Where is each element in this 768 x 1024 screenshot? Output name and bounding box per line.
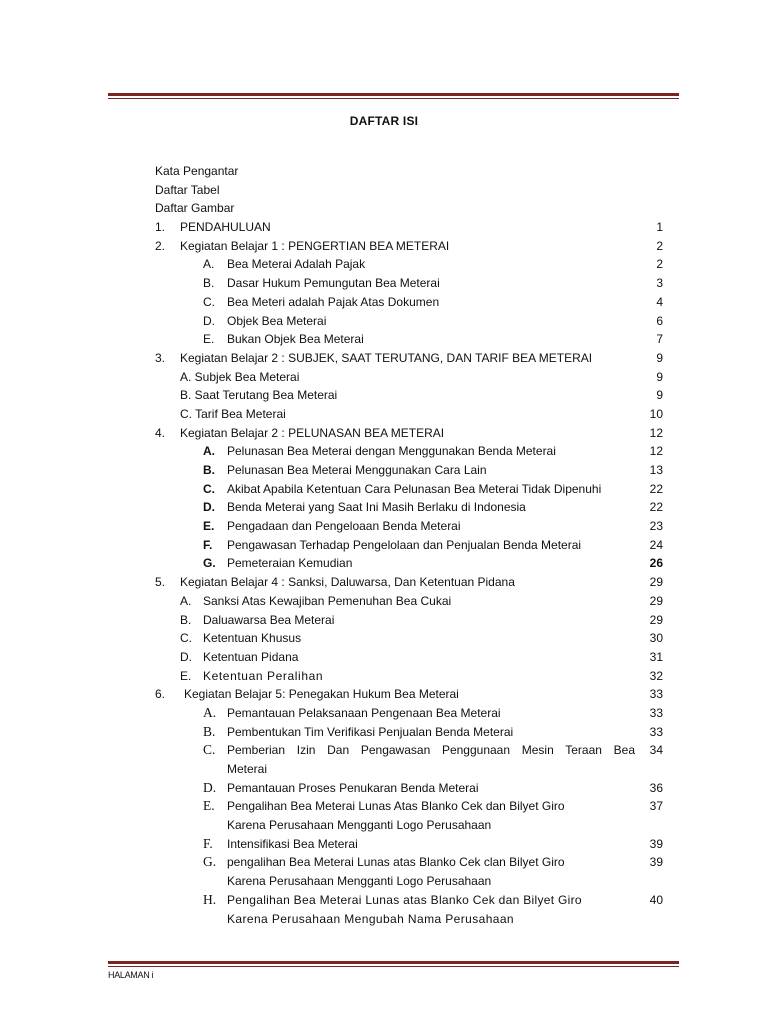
toc-subsection: A. Pelunasan Bea Meterai dengan Menggunakan Benda Meterai 12 — [203, 444, 663, 459]
toc-subsection: C. Ketentuan Khusus 30 — [180, 631, 663, 646]
toc-subsection: B. Pembentukan Tim Verifikasi Penjualan Benda Meterai 33 — [203, 723, 663, 739]
toc-subsection: A. Bea Meterai Adalah Pajak 2 — [203, 257, 663, 272]
page-number: 2 — [656, 238, 663, 253]
toc-subsection: A. Subjek Bea Meterai 9 — [180, 369, 663, 384]
toc-subsection: H. Pengalihan Bea Meterai Lunas atas Blanko Cek dan Bilyet Giro Karena Perusahaan Mengubah Nama Perusahaan 40 — [203, 891, 663, 926]
toc-subsection: E. Pengalihan Bea Meterai Lunas Atas Blanko Cek dan Bilyet Giro Karena Perusahaan Mengganti Logo Perusahaan 37 — [203, 798, 663, 833]
toc-subsection: C. Pemberian Izin Dan Pengawasan Penggunaan Mesin Teraan Bea Meterai 34 — [203, 742, 663, 776]
toc-subsection: B. Dasar Hukum Pemungutan Bea Meterai 3 — [203, 276, 663, 291]
toc-section: 4. Kegiatan Belajar 2 : PELUNASAN BEA METERAI 12 — [155, 424, 663, 443]
section-title: Kegiatan Belajar 2 : SUBJEK, SAAT TERUTANG, DAN TARIF BEA METERAI — [180, 350, 593, 365]
toc-subsection: F. Intensifikasi Bea Meterai 39 — [203, 835, 663, 851]
section-title: Kegiatan Belajar 1 : PENGERTIAN BEA METERAI — [180, 238, 450, 253]
toc-subsection: A. Pemantauan Pelaksanaan Pengenaan Bea Meterai 33 — [203, 704, 663, 720]
toc-subsection: E. Pengadaan dan Pengeloaan Benda Meterai 23 — [203, 519, 663, 534]
section-title: Kegiatan Belajar 4 : Sanksi, Daluwarsa, Dan Ketentuan Pidana — [180, 575, 515, 590]
toc-subsection: D. Benda Meterai yang Saat Ini Masih Berlaku di Indonesia 22 — [203, 500, 663, 515]
page-footer: HALAMAN i — [108, 970, 154, 980]
toc-subsection: B. Pelunasan Bea Meterai Menggunakan Cara Lain 13 — [203, 463, 663, 477]
section-title: PENDAHULUAN — [180, 220, 271, 235]
toc-front-item: Daftar Gambar — [155, 201, 235, 216]
toc-section: 5. Kegiatan Belajar 4 : Sanksi, Daluwarsa, Dan Ketentuan Pidana 29 — [155, 573, 663, 592]
toc-subsection: A. Sanksi Atas Kewajiban Pemenuhan Bea Cukai 29 — [180, 593, 663, 608]
toc-subsection: C. Bea Meteri adalah Pajak Atas Dokumen 4 — [203, 294, 663, 309]
toc-section: 6. Kegiatan Belajar 5: Penegakan Hukum Bea Meterai 33 — [155, 685, 663, 704]
section-title: Kegiatan Belajar 5: Penegakan Hukum Bea Meterai — [184, 687, 459, 702]
toc-front-item: Kata Pengantar — [155, 164, 239, 178]
page-title: DAFTAR ISI — [349, 114, 419, 128]
toc-section: 2. Kegiatan Belajar 1 : PENGERTIAN BEA METERAI 2 — [155, 237, 663, 256]
toc-front-item: Daftar Tabel — [155, 182, 220, 197]
section-title: Kegiatan Belajar 2 : PELUNASAN BEA METERAI — [180, 425, 445, 440]
toc-section: 3. Kegiatan Belajar 2 : SUBJEK, SAAT TERUTANG, DAN TARIF BEA METERAI 9 — [155, 349, 663, 368]
table-of-contents — [155, 162, 663, 928]
toc-subsection: G. Pemeteraian Kemudian 26 — [203, 556, 663, 571]
toc-subsection: D. Pemantauan Proses Penukaran Benda Meterai 36 — [203, 779, 663, 795]
page-number: 1 — [656, 220, 663, 235]
toc-subsection: G. pengalihan Bea Meterai Lunas atas Blanko Cek clan Bilyet Giro Karena Perusahaan Mengganti Logo Perusahaan 39 — [203, 854, 663, 889]
toc-subsection: B. Saat Terutang Bea Meterai 9 — [180, 388, 663, 403]
toc-subsection: B. Daluawarsa Bea Meterai 29 — [180, 612, 663, 627]
toc-section — [155, 218, 663, 237]
toc-subsection: C. Tarif Bea Meterai 10 — [180, 406, 663, 421]
bottom-rule — [108, 961, 679, 967]
top-rule — [108, 93, 679, 99]
toc-subsection: D. Objek Bea Meterai 6 — [203, 313, 663, 328]
section-number: 1. — [155, 220, 166, 235]
toc-subsection: E. Ketentuan Peralihan 32 — [180, 668, 663, 683]
toc-subsection: E. Bukan Objek Bea Meterai 7 — [203, 332, 663, 347]
toc-subsection: D. Ketentuan Pidana 31 — [180, 649, 663, 664]
toc-subsection: F. Pengawasan Terhadap Pengelolaan dan Penjualan Benda Meterai 24 — [203, 537, 663, 552]
toc-subsection: C. Akibat Apabila Ketentuan Cara Pelunasan Bea Meterai Tidak Dipenuhi 22 — [203, 481, 663, 496]
